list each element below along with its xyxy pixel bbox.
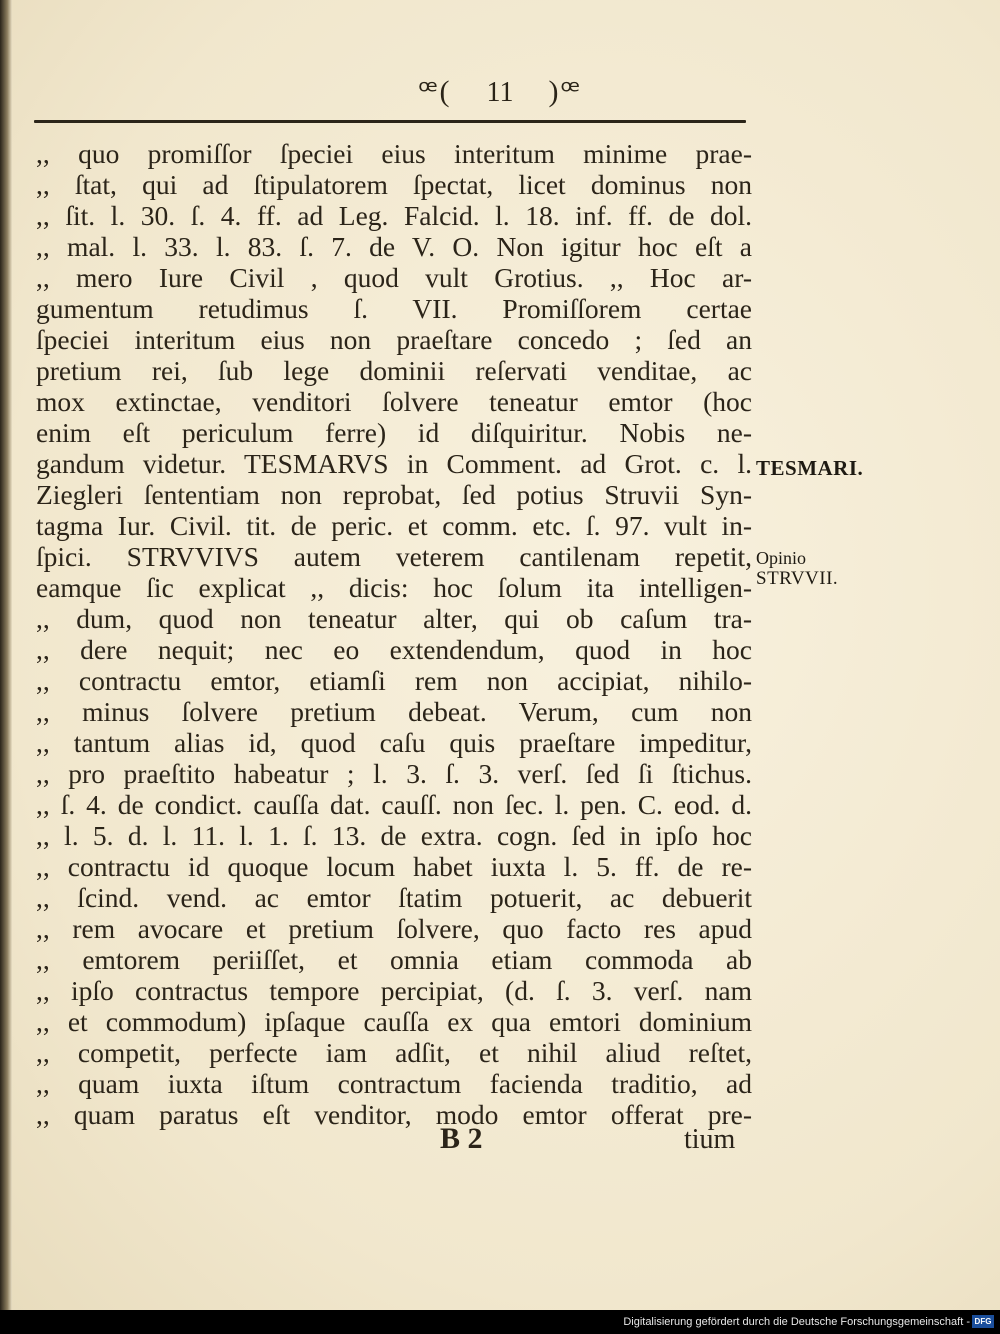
- head-rule: [34, 120, 746, 123]
- text-line: gandum videtur. TESMARVS in Comment. ad Grot. c. l.: [36, 448, 752, 479]
- text-line: ,, dum, quod non teneatur alter, qui ob caſum tra-: [36, 603, 752, 634]
- text-line: ,, contractu id quoque locum habet iuxta l. 5. ff. de re-: [36, 851, 752, 882]
- page-number: 11: [486, 77, 514, 108]
- text-line: enim eſt periculum ferre) id diſquiritur. Nobis ne-: [36, 417, 752, 448]
- text-line: eamque ſic explicat ,, dicis: hoc ſolum ita intelligen-: [36, 572, 752, 603]
- text-line: ſpeciei interitum eius non praeſtare concedo ; ſed an: [36, 324, 752, 355]
- text-line: ,, emtorem periiſſet, et omnia etiam commoda ab: [36, 944, 752, 975]
- text-line: ,, competit, perfecte iam adſit, et nihil aliud reſtet,: [36, 1037, 752, 1068]
- text-line: ,, ſcind. vend. ac emtor ſtatim potuerit, ac debuerit: [36, 882, 752, 913]
- text-line: gumentum retudimus ſ. VII. Promiſſorem certae: [36, 293, 752, 324]
- text-line: mox extinctae, venditori ſolvere teneatur emtor (hoc: [36, 386, 752, 417]
- margin-note-tesmari: TESMARI.: [756, 456, 864, 480]
- margin-note-opinio: Opinio: [756, 548, 807, 568]
- text-line: ,, ipſo contractus tempore percipiat, (d. ſ. 3. verſ. nam: [36, 975, 752, 1006]
- margin-note-struvii: STRVVII.: [756, 568, 839, 589]
- text-line: ,, quam paratus eſt venditor, modo emtor offerat pre-: [36, 1099, 752, 1130]
- right-ornament: )ꟹ: [548, 75, 582, 108]
- text-line: pretium rei, ſub lege dominii reſervati venditae, ac: [36, 355, 752, 386]
- text-line: ,, quam iuxta iſtum contractum facienda traditio, ad: [36, 1068, 752, 1099]
- body-text: [36, 138, 752, 1130]
- page-edge: [0, 0, 12, 1310]
- text-line: ,, mal. l. 33. l. 83. ſ. 7. de V. O. Non igitur hoc eſt a: [36, 231, 752, 262]
- text-line: ,, contractu emtor, etiamſi rem non accipiat, nihilo-: [36, 665, 752, 696]
- text-line: Ziegleri ſententiam non reprobat, ſed potius Struvii Syn-: [36, 479, 752, 510]
- running-head: [0, 74, 1000, 109]
- text-line: tagma Iur. Civil. tit. de peric. et comm. etc. ſ. 97. vult in-: [36, 510, 752, 541]
- left-ornament: ꟹ(: [418, 75, 452, 108]
- text-line: ,, ſtat, qui ad ſtipulatorem ſpectat, licet dominus non: [36, 169, 752, 200]
- text-line: ,, dere nequit; nec eo extendendum, quod in hoc: [36, 634, 752, 665]
- text-line: ,, minus ſolvere pretium debeat. Verum, cum non: [36, 696, 752, 727]
- footer-credit: Digitalisierung gefördert durch die Deutsche Forschungsgemeinschaft -: [623, 1316, 970, 1328]
- catchword: tium: [684, 1124, 736, 1155]
- dfg-logo-icon: DFG: [972, 1315, 994, 1328]
- text-line: ,, mero Iure Civil , quod vult Grotius. ,, Hoc ar-: [36, 262, 752, 293]
- text-line: ,, quo promiſſor ſpeciei eius interitum minime prae-: [36, 138, 752, 169]
- text-line: ,, l. 5. d. l. 11. l. 1. ſ. 13. de extra. cogn. ſed in ipſo hoc: [36, 820, 752, 851]
- text-line: ,, rem avocare et pretium ſolvere, quo facto res apud: [36, 913, 752, 944]
- text-line: ,, pro praeſtito habeatur ; l. 3. ſ. 3. verſ. ſed ſi ſtichus.: [36, 758, 752, 789]
- text-line: ,, ſ. 4. de condict. cauſſa dat. cauſſ. non ſec. l. pen. C. eod. d.: [36, 789, 752, 820]
- text-line: ,, ſit. l. 30. ſ. 4. ff. ad Leg. Falcid. l. 18. inf. ff. de dol.: [36, 200, 752, 231]
- signature-mark: B 2: [440, 1122, 483, 1155]
- text-line: ſpici. STRVVIVS autem veterem cantilenam repetit,: [36, 541, 752, 572]
- text-line: ,, tantum alias id, quod caſu quis praeſtare impeditur,: [36, 727, 752, 758]
- text-line: ,, et commodum) ipſaque cauſſa ex qua emtori dominium: [36, 1006, 752, 1037]
